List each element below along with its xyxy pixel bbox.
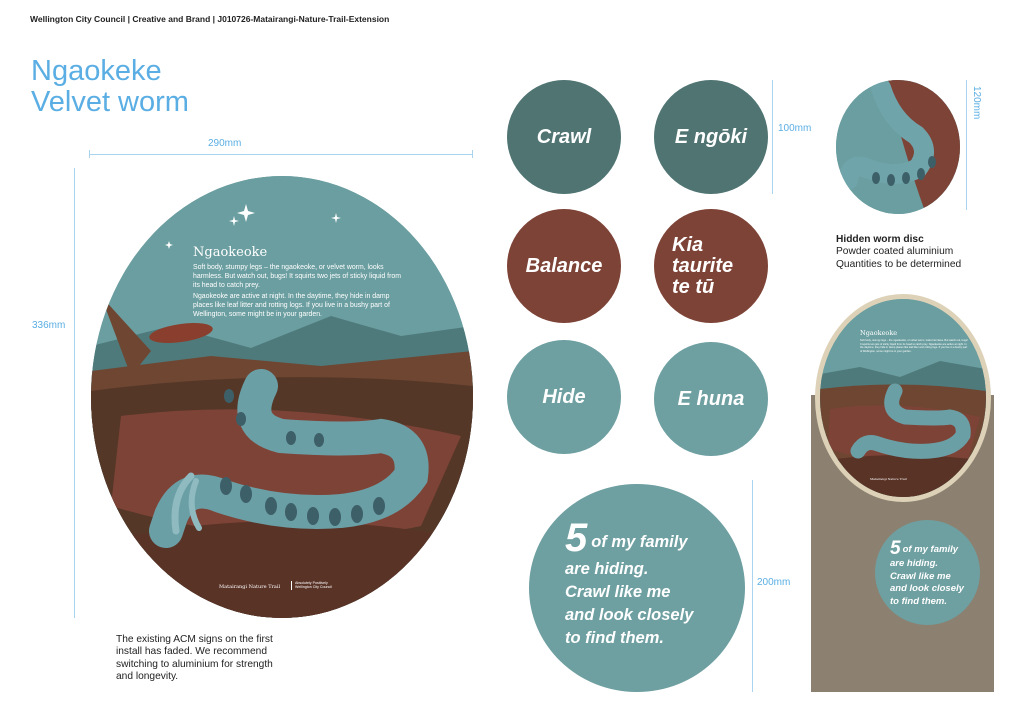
disc-hide: Hide (507, 340, 621, 454)
height-dimension-line (74, 168, 75, 618)
width-dimension-line (89, 154, 473, 155)
post-sign (820, 299, 986, 497)
post-sign-heading: Ngaokeoke (860, 329, 898, 337)
disc-crawl: Crawl (507, 80, 621, 194)
disc-e-ngoki: E ngōki (654, 80, 768, 194)
document-header: Wellington City Council | Creative and Brand | J010726-Matairangi-Nature-Trail-Extension (30, 14, 390, 24)
post-disc (875, 520, 980, 625)
post-sign-footer: Matairangi Nature Trail (870, 477, 907, 481)
post-sign-body: Soft body, stumpy legs – the ngaokeoke, or velvet worm, looks harmless. But watch out, bugs! It squirts two jets of sticky liquid from its head to catch prey. Ngaokeoke are active at night. In the daytime, they hide in damp places like leaf litter and rotting logs. If you live in a bushy part of Wellington, some might be in your garden. (860, 339, 968, 353)
disc-e-huna: E huna (654, 342, 768, 456)
main-sign-text (193, 245, 403, 321)
small-disc-dimension-label: 100mm (778, 123, 812, 134)
disc-balance: Balance (507, 209, 621, 323)
height-dimension-label: 336mm (32, 320, 66, 331)
disc-kia-taurite: Kia taurite te tū (654, 209, 768, 323)
small-disc-dimension-line (772, 80, 773, 194)
big-disc-dimension-label: 200mm (757, 577, 791, 588)
main-sign-oval (91, 176, 473, 618)
title-english: Velvet worm (31, 86, 189, 118)
main-sign-trail-logo: Matairangi Nature Trail (219, 584, 281, 590)
width-dimension-label: 290mm (208, 138, 242, 149)
hidden-worm-illustration (836, 80, 960, 214)
page-title (31, 56, 189, 118)
big-disc-dimension-line (752, 480, 753, 692)
big-disc-text: 5 of my family are hiding. Crawl like me and look closely to find them. (565, 516, 694, 647)
big-disc (529, 484, 745, 692)
main-sign-heading: Ngaokeoke (193, 245, 268, 260)
material-note: The existing ACM signs on the first install has faded. We recommend switching to aluminium for strength and longevity. (116, 634, 273, 683)
hidden-worm-caption: Hidden worm disc Powder coated aluminium Quantities to be determined (836, 234, 962, 270)
post-sign-illustration (820, 299, 986, 497)
hidden-disc-dimension-label: 120mm (971, 86, 982, 120)
hidden-disc-dimension-line (966, 80, 967, 210)
main-sign-paragraph-1: Soft body, stumpy legs – the ngaokeoke, or velvet worm, looks harmless. But watch out, bugs! It squirts two jets of sticky liquid from its head to catch prey. (193, 264, 401, 289)
main-sign-illustration (91, 176, 473, 618)
post-disc-text: 5 of my family are hiding. Crawl like me and look closely to find them. (890, 538, 964, 607)
main-sign-paragraph-2: Ngaokeoke are active at night. In the daytime, they hide in damp places like leaf litter and rotting logs. If you live in a bushy part of Wellington, some might be in your garden. (193, 293, 390, 318)
title-maori: Ngaokeke (31, 55, 162, 87)
council-logo: Absolutely Positively Wellington City Council (291, 581, 335, 590)
hidden-worm-disc (836, 80, 960, 214)
big-disc-number: 5 (565, 516, 588, 560)
